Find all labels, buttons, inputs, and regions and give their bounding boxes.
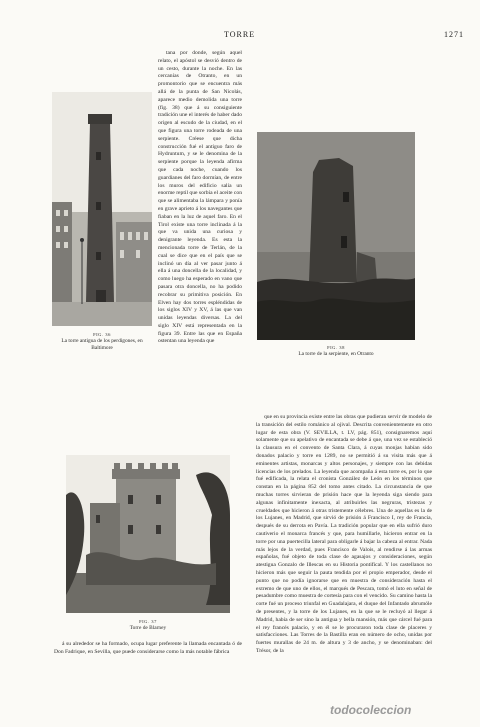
figure-37-image [66, 455, 230, 613]
figure-37-caption [66, 618, 230, 632]
running-title: TORRE [224, 30, 256, 39]
figure-37-label: FIG. 37 [139, 619, 157, 624]
serpent-tower-illustration [257, 132, 415, 340]
left-column-top-paragraph: tana por donde, según aquel relato, el apóstol se desvió dentro de un cesto, durante la noche. En las cercanías de Otranto, en un promontorio que se encuentra más allá de la punta de San Nicolás, aparece medio demolida una torre (fig. 38) que á su consiguiente tradición une el interés de haber dado origen al escudo de la ciudad, en el que figura una torre rodeada de una serpiente. Créese que dicha construcción fué el antiguo faro de Hydruntum, y se le denomina de la serpiente porque la leyenda afirma que cada noche, cuando los guardianes del faro dormían, de entre los muros del edificio salía un enorme reptil que sorbía el aceite con que se alimentaba la lámpara y ponía en grave aprieto á los navegantes que fiaban en la luz de aquel faro. En el Tirol existe una torre inclinada á la que va unida una curiosa y denigrante leyenda. Es esta la mencionada torre de Terlán, de la cual se dice que en el país que se inclinó un día al ver pasar junto á ella á una doncella de la localidad, y como luego ha esperado en vano que pasara otra doncella, no ha podido recobrar su primitiva posición. En Elven hay dos torres espléndidas de los siglos XIV y XV, á las que van unidas leyendas diversas. La del siglo XIV está representada en la figura 39. Entre las que en España ostentan una leyenda que [158, 50, 242, 345]
watermark-brand: todocoleccion [330, 703, 412, 717]
right-column-paragraph: que en su provincia existe entre las obras que pudieran servir de modelo de la transición del estilo románico al ojival. Descrita convenientemente en otro lugar de esta obra (V. SEVILLA, t. LV, pág. 851), consignaremos aquí solamente que su apelativo de encantada se debe á que, una vez se estableció la clausura en el convento de Santa Clara, á cuyas monjas habían sido donados palacio y torre en 1289, no se permitió á su visita más que á eminentes artistas, monarcas y altos personajes, y siempre con las debidas licencias de los prelados. La leyenda que acompaña á esta torre es, por lo que fué edificada, la relata el cronista González de León en los términos que constan en la página 852 del tomo antes citado. La circunstancia de que muchas torres sirvieran de prisión hace que la leyenda siga siendo para algunas infinitamente inexacta, al atribuirles las negruras, tristezas y crueldades que hicieron á otras tristemente célebres. Una de aquellas es la de los Lujanes, en Madrid, que sirvió de prisión á Francisco I, rey de Francia, después de su derrota en Pavía. La tradición popular que en ella sufrió duro cautiverio el monarca francés y que, para humillarle, hicieron entrar en la torre por una puertecilla lateral para obligarle á bajar la cabeza al entrar. Nada más lejos de la verdad, pues Francisco de Valois, al rendirse á las armas españolas, fué objeto de toda clase de agasajos y consideraciones, según atestigua Gonzalo de Illescas en su Historia pontifical. Y los castellanos no hicieron más que seguir la pauta tendida por el propio emperador, desde el punto que no podía ignorarse que en muestra de consideración hasta el extremo de que uno de ellos, el marqués de Pescara, tomó el luto en señal de pesadumbre como muestra de cortesía para con el vencido. Su camino hasta la corte fué un proceso triunfal en Guadalajara, el duque del Infantado abrumóle de presentes, y la torre de los Lujanes, en la que se le recluyó al llegar á Madrid, había de ser sino la antigua y bella mansión, más que cárcel fué para el rey francés palacio, y en él se le procuraron toda clase de placeres y satisfacciones. Las Torres de la Bastilla eran en número de ocho, unidas por fuertes murallas de 24 m. de altura y 3 de ancho, y se denominaban: del Trésor, de la [256, 414, 432, 654]
figure-36-caption-text: La torre antigua de los perdigones, en Baltimore [61, 338, 143, 351]
watermark [330, 703, 411, 717]
page-number: 1271 [444, 30, 464, 39]
figure-38-caption-text: La torre de la serpiente, en Otranto [298, 351, 374, 357]
figure-38-label: FIG. 38 [327, 345, 345, 350]
figure-36-float-spacer [54, 90, 158, 382]
blarney-castle-illustration [66, 455, 230, 613]
figure-38-caption [257, 344, 415, 358]
left-column-bottom-paragraph: á su alrededor se ha formado, ocupa lugar preferente la llamada encantada ó de Don Fadrique, en Sevilla, que puede considerarse como la más notable fábrica [54, 641, 242, 655]
left-column-narrow-text [54, 50, 242, 446]
left-column-bottom-text [54, 641, 242, 665]
figure-37-caption-text: Torre de Blarney [129, 625, 167, 631]
figure-36-label: FIG. 36 [93, 332, 111, 337]
figure-38-image [257, 132, 415, 340]
page-header [0, 30, 480, 42]
